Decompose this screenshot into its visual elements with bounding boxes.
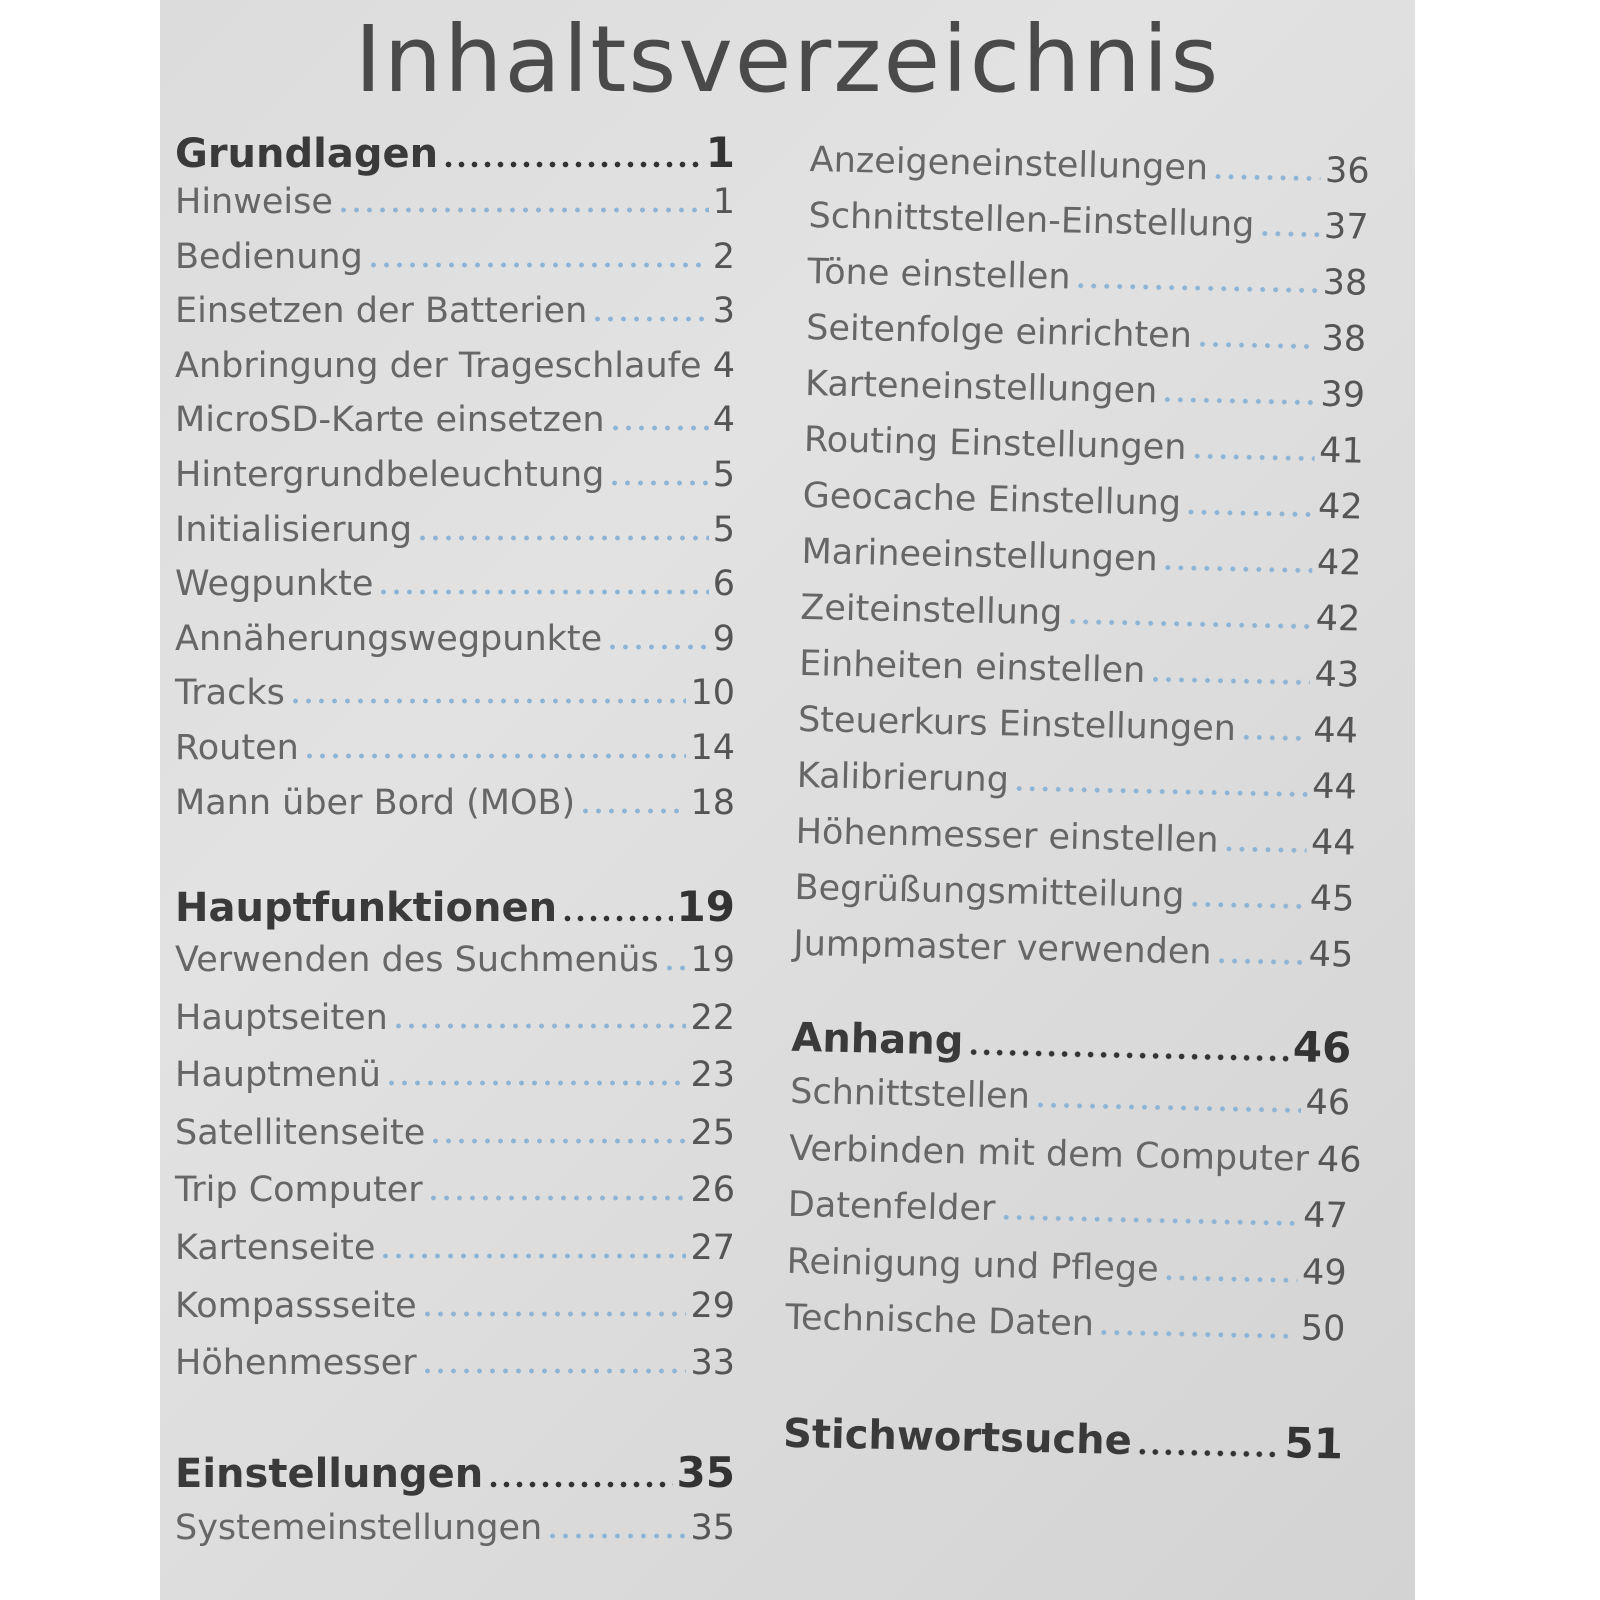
toc-entry-page-number: 19 — [690, 940, 735, 980]
toc-entry-page-number: 45 — [1308, 934, 1354, 976]
toc-entry-label: Einheiten einstellen — [798, 643, 1146, 692]
toc-entry-page-number: 29 — [690, 1286, 735, 1326]
dot-leader — [487, 1481, 672, 1488]
dot-leader — [421, 1368, 687, 1374]
toc-entry-label: Jumpmaster verwenden — [792, 923, 1212, 973]
toc-entry — [805, 364, 1366, 416]
toc-entry-page-number: 47 — [1302, 1195, 1349, 1237]
toc-entry-label: Kalibrierung — [796, 755, 1010, 801]
toc-entry-page-number: 44 — [1312, 710, 1359, 752]
dot-leader — [1135, 1448, 1280, 1458]
dot-leader — [385, 1080, 687, 1086]
toc-entry-page-number: 14 — [690, 728, 735, 768]
toc-entry — [175, 1170, 735, 1210]
toc-entry-page-number: 3 — [712, 291, 735, 331]
toc-entry — [175, 182, 735, 222]
toc-entry-page-number: 35 — [690, 1508, 735, 1548]
toc-entry-label: Tracks — [175, 673, 285, 713]
toc-entry-page-number: 9 — [712, 619, 735, 659]
dot-leader — [1074, 283, 1318, 294]
dot-leader — [421, 1311, 687, 1317]
toc-entry-label: Marineeinstellungen — [801, 531, 1159, 580]
toc-entry — [175, 1228, 735, 1268]
dot-leader — [591, 316, 708, 322]
toc-entry-label: Hinweise — [175, 182, 333, 222]
toc-entry-page-number: 1 — [712, 182, 735, 222]
toc-entry-page-number: 26 — [690, 1170, 735, 1210]
toc-entry-label: Anzeigeneinstellungen — [809, 140, 1209, 189]
toc-entry-label: Routen — [175, 728, 299, 768]
toc-entry — [175, 673, 735, 713]
toc-entry-page-number: 36 — [1324, 150, 1371, 192]
toc-entry — [801, 532, 1362, 584]
toc-entry-label: Mann über Bord (MOB) — [175, 783, 576, 823]
toc-entry — [785, 1298, 1346, 1350]
toc-entry — [798, 700, 1359, 752]
toc-entry — [802, 476, 1363, 528]
toc-entry-page-number: 45 — [1309, 878, 1355, 920]
toc-entry-page-number: 46 — [1316, 1139, 1362, 1181]
toc-entry — [175, 237, 735, 277]
toc-entry-page-number: 18 — [690, 783, 735, 823]
toc-entry-page-number: 50 — [1300, 1308, 1346, 1350]
toc-page — [160, 0, 1415, 1600]
toc-entry-label: Routing Einstellungen — [803, 419, 1187, 468]
dot-leader — [608, 480, 708, 486]
toc-entry — [175, 998, 735, 1038]
dot-leader — [1240, 734, 1310, 741]
dot-leader — [606, 644, 709, 650]
toc-entry — [806, 308, 1367, 360]
dot-leader — [1215, 958, 1304, 966]
dot-leader — [1196, 341, 1318, 350]
toc-entry-label: Kompassseite — [175, 1286, 417, 1326]
toc-entry-page-number: 33 — [690, 1343, 735, 1383]
toc-entry — [793, 924, 1354, 976]
dot-leader — [663, 965, 687, 971]
toc-entry — [175, 940, 735, 980]
toc-entry-page-number: 5 — [712, 455, 735, 495]
toc-entry-page-number: 42 — [1316, 542, 1362, 584]
toc-entry-label: Höhenmesser — [175, 1343, 417, 1383]
toc-entry-label: MicroSD-Karte einsetzen — [175, 400, 605, 440]
toc-entry-label: Karteneinstellungen — [804, 363, 1158, 412]
toc-entry — [808, 196, 1369, 248]
dot-leader — [1222, 846, 1307, 854]
dot-leader — [429, 1138, 686, 1144]
toc-entry-page-number: 38 — [1322, 262, 1368, 304]
toc-entry-page-number: 44 — [1310, 822, 1357, 864]
dot-leader — [416, 535, 709, 541]
toc-entry-label: Geocache Einstellung — [802, 475, 1182, 524]
dot-leader — [1066, 618, 1312, 629]
toc-section-heading-hauptfunktionen — [175, 882, 735, 931]
toc-entry-label: Initialisierung — [175, 510, 413, 550]
toc-entry — [175, 783, 735, 823]
dot-leader — [367, 262, 709, 268]
dot-leader — [379, 1253, 686, 1259]
toc-entry — [799, 644, 1360, 696]
dot-leader — [303, 753, 687, 759]
dot-leader — [1258, 230, 1320, 237]
toc-entry-label: Hintergrundbeleuchtung — [175, 455, 605, 495]
dot-leader — [289, 698, 687, 704]
toc-entry-label: Verwenden des Suchmenüs — [175, 940, 659, 980]
toc-entry-label: Annäherungswegpunkte — [175, 619, 603, 659]
dot-leader — [427, 1195, 687, 1201]
toc-entry — [175, 619, 735, 659]
toc-entry-label: Seitenfolge einrichten — [805, 307, 1193, 357]
toc-entry — [800, 588, 1361, 640]
toc-entry — [787, 1185, 1348, 1237]
toc-entry-label: Reinigung und Pflege — [786, 1241, 1160, 1290]
dot-leader — [442, 161, 702, 168]
toc-entry-label: Schnittstellen — [789, 1071, 1031, 1117]
toc-entry-page-number: 4 — [712, 400, 735, 440]
toc-entry-page-number: 10 — [690, 673, 735, 713]
toc-entry-label: Höhenmesser einstellen — [795, 811, 1219, 861]
toc-section-heading-stichwortsuche — [783, 1408, 1344, 1469]
toc-entry-label: Technische Daten — [785, 1297, 1095, 1345]
toc-entry — [788, 1128, 1362, 1181]
dot-leader — [706, 371, 709, 377]
toc-entry — [175, 1113, 735, 1153]
toc-entry-label: Anbringung der Trageschlaufe — [175, 346, 702, 386]
toc-entry — [175, 728, 735, 768]
toc-entry — [175, 564, 735, 604]
dot-leader — [392, 1023, 687, 1029]
dot-leader — [999, 1214, 1299, 1226]
toc-entry — [809, 140, 1370, 192]
toc-section-heading-hauptfunktionen-label: Hauptfunktionen — [175, 885, 558, 931]
toc-entry-label: Töne einstellen — [807, 251, 1071, 298]
dot-leader — [1188, 901, 1306, 909]
dot-leader — [377, 589, 708, 595]
toc-entry-page-number: 5 — [712, 510, 735, 550]
toc-section-heading-anhang-page-number: 46 — [1292, 1022, 1352, 1073]
toc-section-heading-grundlagen — [175, 128, 735, 177]
toc-entry-page-number: 23 — [690, 1055, 735, 1095]
toc-entry-page-number: 46 — [1305, 1082, 1351, 1124]
dot-leader — [609, 425, 709, 431]
dot-leader — [1190, 453, 1315, 462]
toc-entry-label: Schnittstellen-Einstellung — [808, 195, 1255, 246]
dot-leader — [579, 808, 686, 814]
toc-entry-page-number: 43 — [1314, 654, 1360, 696]
dot-leader — [1212, 173, 1321, 181]
dot-leader — [1161, 564, 1312, 573]
dot-leader — [967, 1048, 1289, 1062]
dot-leader — [1034, 1102, 1302, 1114]
toc-entry-page-number: 38 — [1321, 318, 1367, 360]
toc-entry-page-number: 42 — [1315, 598, 1361, 640]
toc-entry-label: Einsetzen der Batterien — [175, 291, 588, 331]
toc-entry-label: Bedienung — [175, 237, 363, 277]
toc-section-heading-einstellungen — [175, 1448, 735, 1497]
toc-entry-label: Zeiteinstellung — [799, 587, 1063, 634]
toc-entry — [175, 1343, 735, 1383]
toc-entry-page-number: 27 — [690, 1228, 735, 1268]
toc-section-heading-anhang — [791, 1012, 1352, 1073]
toc-entry-label: Trip Computer — [175, 1170, 423, 1210]
toc-entry-label: Verbinden mit dem Computer — [788, 1128, 1310, 1180]
toc-section-heading-anhang-label: Anhang — [790, 1014, 964, 1065]
toc-entry — [807, 252, 1368, 304]
dot-leader — [546, 1533, 686, 1539]
toc-entry — [796, 756, 1357, 808]
dot-leader — [337, 207, 709, 213]
toc-section-heading-hauptfunktionen-page-number: 19 — [676, 882, 735, 931]
dot-leader — [1149, 676, 1310, 685]
toc-entry — [175, 400, 735, 440]
toc-section-heading-einstellungen-page-number: 35 — [676, 1448, 735, 1497]
toc-entry — [175, 346, 735, 386]
toc-entry-page-number: 44 — [1311, 766, 1358, 808]
toc-section-heading-stichwortsuche-label: Stichwortsuche — [782, 1410, 1133, 1465]
dot-leader — [561, 915, 672, 922]
toc-entry-page-number: 2 — [712, 237, 735, 277]
dot-leader — [1013, 785, 1308, 797]
toc-entry — [795, 812, 1356, 864]
toc-section-heading-grundlagen-page-number: 1 — [705, 128, 735, 177]
toc-entry — [175, 1286, 735, 1326]
toc-entry — [794, 868, 1355, 920]
page-title: Inhaltsverzeichnis — [354, 6, 1221, 113]
toc-entry-page-number: 42 — [1317, 486, 1364, 528]
dot-leader — [1162, 1275, 1298, 1284]
toc-entry — [804, 420, 1365, 472]
toc-entry-label: Steuerkurs Einstellungen — [797, 699, 1237, 750]
toc-section-heading-stichwortsuche-page-number: 51 — [1284, 1418, 1344, 1469]
toc-entry — [175, 1508, 735, 1548]
toc-entry-page-number: 39 — [1320, 374, 1366, 416]
toc-entry-page-number: 6 — [712, 564, 735, 604]
toc-entry-label: Satellitenseite — [175, 1113, 426, 1153]
toc-entry-label: Datenfelder — [787, 1184, 996, 1230]
toc-entry-label: Systemeinstellungen — [175, 1508, 543, 1548]
toc-entry — [786, 1242, 1347, 1294]
toc-entry-page-number: 37 — [1323, 206, 1369, 248]
toc-entry-label: Begrüßungsmitteilung — [794, 867, 1185, 917]
toc-entry-page-number: 49 — [1301, 1252, 1348, 1294]
toc-entry-page-number: 41 — [1318, 430, 1365, 472]
toc-entry — [790, 1072, 1351, 1124]
toc-entry-label: Hauptseiten — [175, 998, 388, 1038]
toc-section-heading-einstellungen-label: Einstellungen — [175, 1451, 484, 1497]
toc-entry — [175, 510, 735, 550]
toc-entry — [175, 455, 735, 495]
dot-leader — [1098, 1329, 1297, 1339]
toc-entry-label: Wegpunkte — [175, 564, 374, 604]
toc-entry-label: Kartenseite — [175, 1228, 376, 1268]
toc-entry-page-number: 22 — [690, 998, 735, 1038]
dot-leader — [1185, 509, 1314, 518]
toc-entry — [175, 1055, 735, 1095]
toc-entry-page-number: 4 — [712, 346, 735, 386]
toc-entry-page-number: 25 — [690, 1113, 735, 1153]
toc-entry-label: Hauptmenü — [175, 1055, 381, 1095]
dot-leader — [1161, 396, 1316, 405]
toc-entry — [175, 291, 735, 331]
toc-section-heading-grundlagen-label: Grundlagen — [175, 131, 439, 177]
